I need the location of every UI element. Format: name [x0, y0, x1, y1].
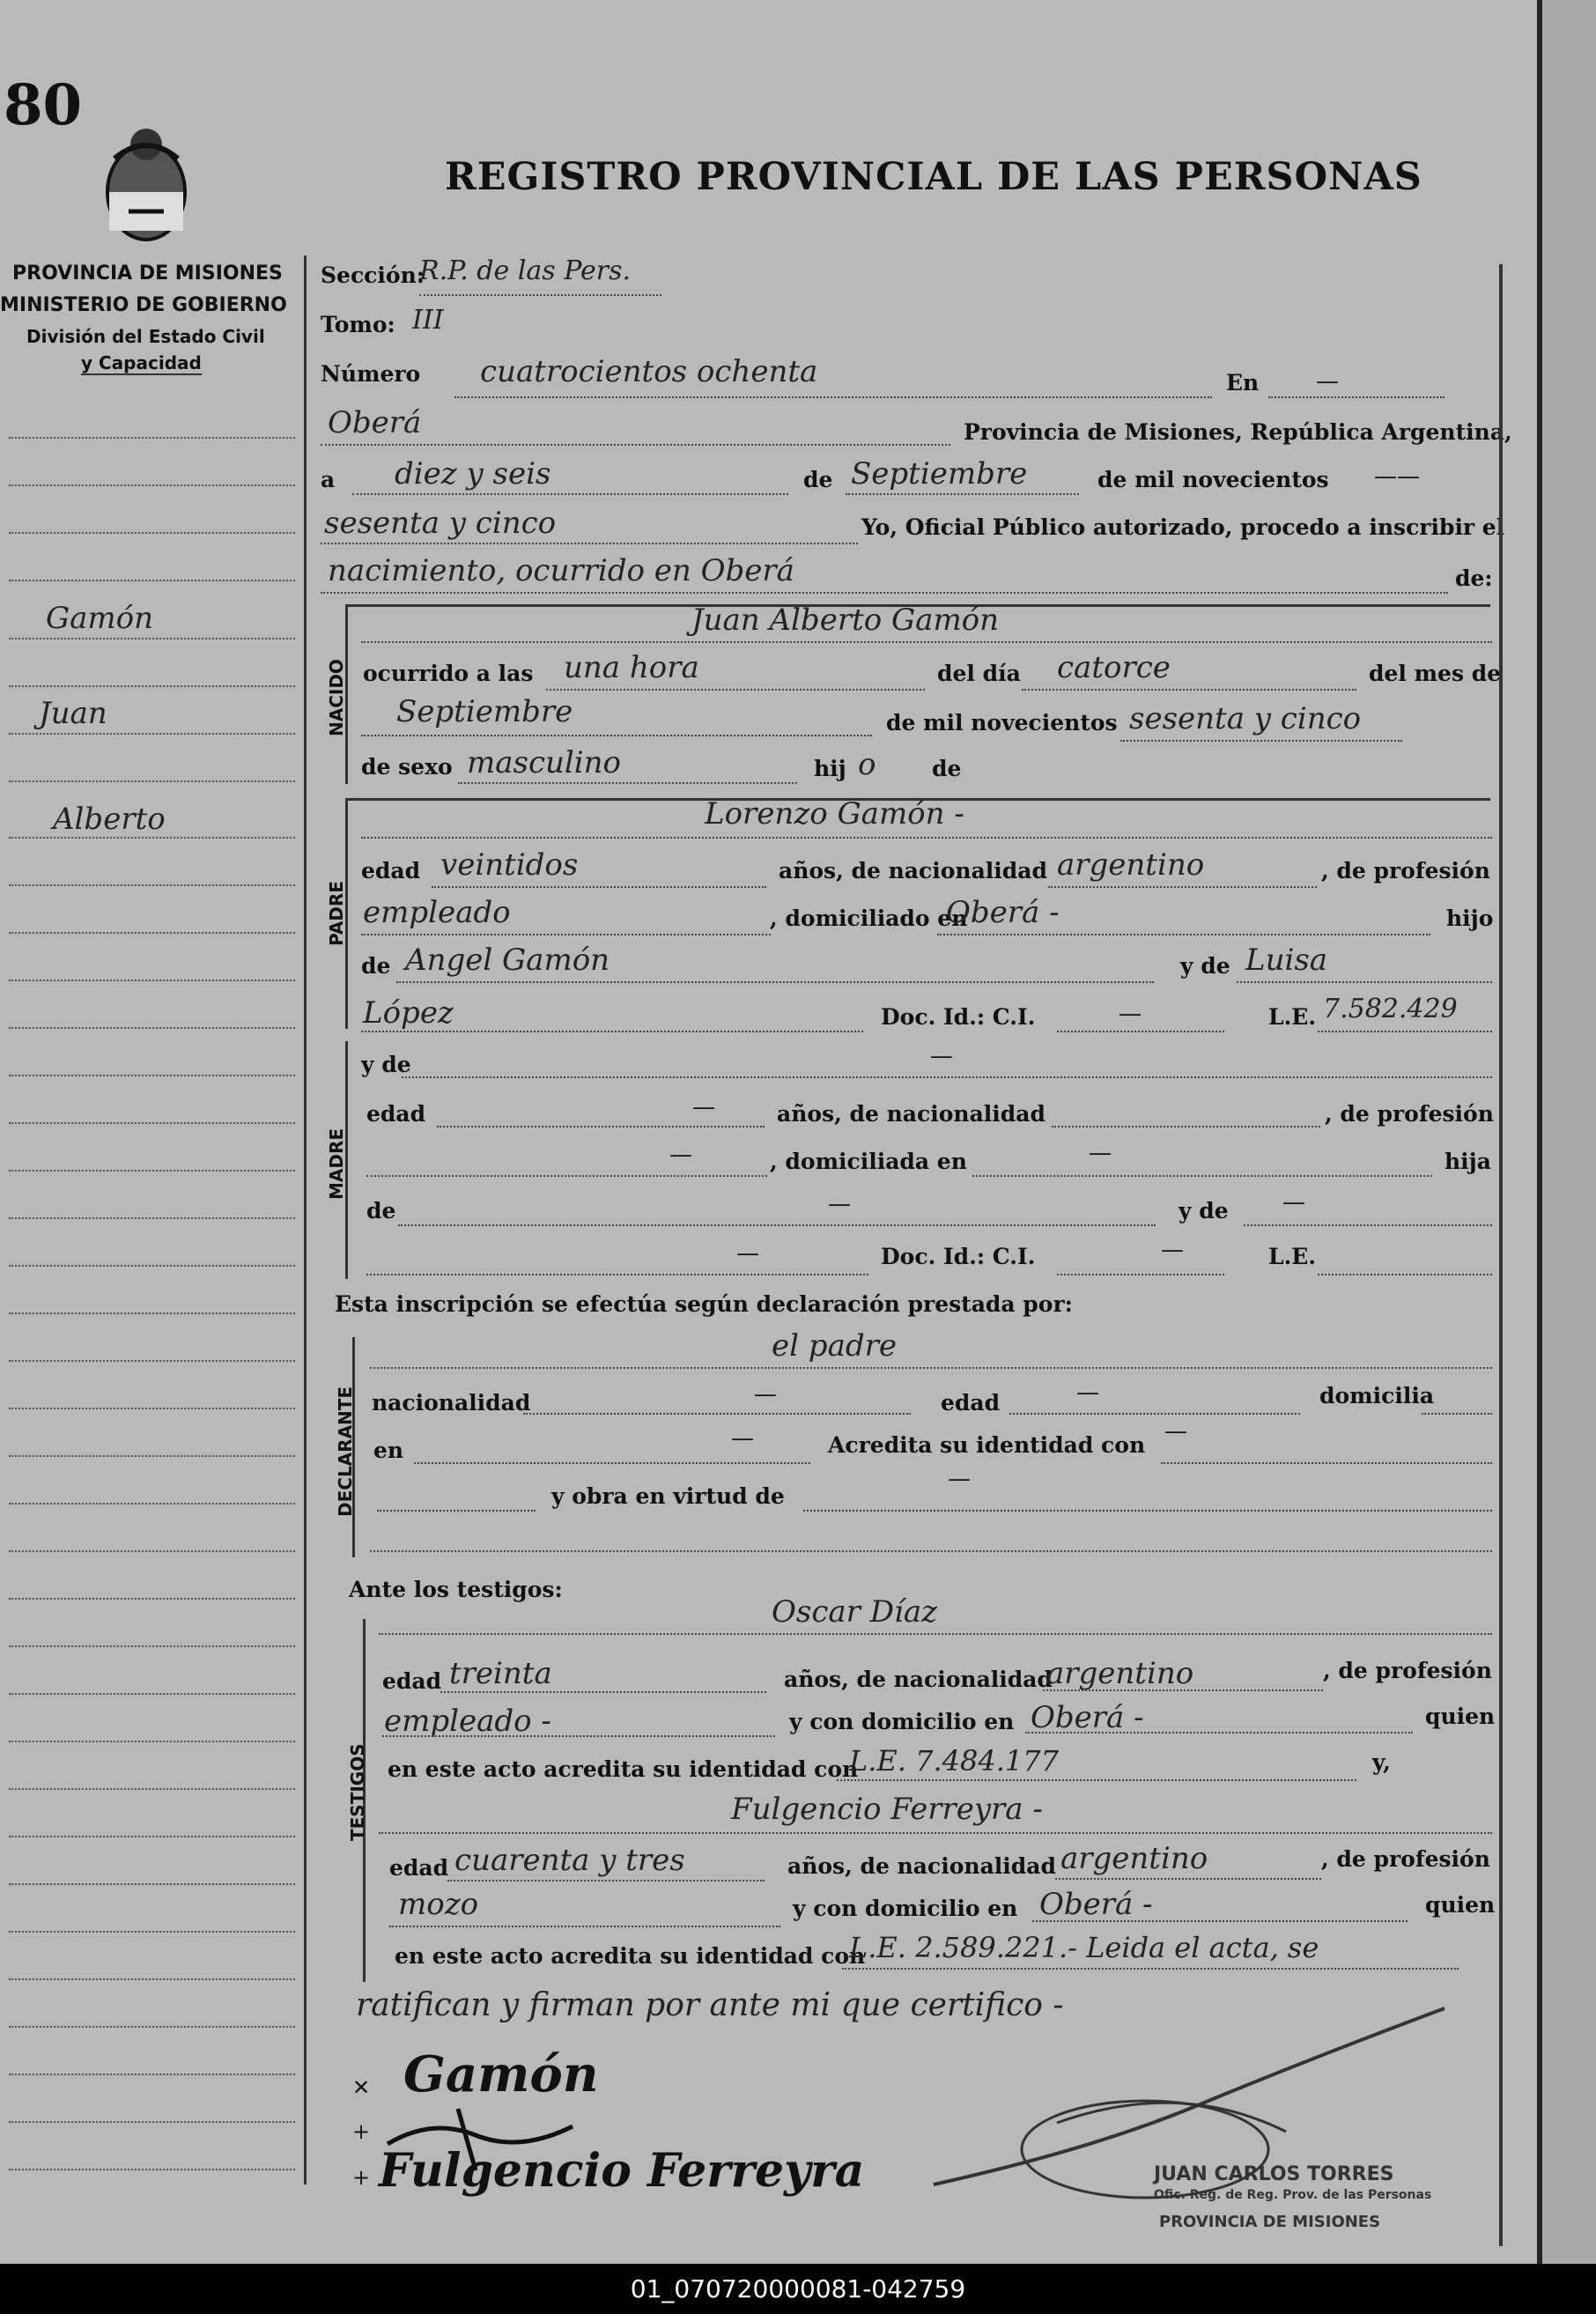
edad2-label: edad: [941, 1390, 1001, 1416]
decl-dash-5: —: [948, 1466, 971, 1492]
decl-dash-4: —: [1164, 1418, 1187, 1445]
nacionalidad-label: nacionalidad: [372, 1390, 531, 1416]
adjacent-page: [1537, 0, 1596, 2264]
hora-value: una hora: [564, 650, 699, 685]
t2-acredita-label: en este acto acredita su identidad con: [395, 1943, 866, 1969]
doc-id-label: Doc. Id.: C.I.: [881, 1004, 1036, 1030]
doc-id-2-label: Doc. Id.: C.I.: [881, 1244, 1036, 1269]
t2-de-profesion-label: , de profesión: [1321, 1846, 1490, 1872]
division-label-1: División del Estado Civil: [26, 326, 265, 347]
padre-nac-value: argentino: [1057, 847, 1205, 883]
t2-quien-label: quien: [1425, 1892, 1496, 1918]
t2-le-value: L.E. 2.589.221.- Leida el acta, se: [849, 1931, 1319, 1964]
madre-dash-5: —: [828, 1191, 851, 1217]
domiciliado-label: , domiciliado en: [770, 906, 968, 931]
signature-mark-2: +: [352, 2119, 371, 2144]
stub-name-1: Juan: [39, 696, 107, 731]
stub-surname: Gamón: [46, 601, 154, 636]
de-label: de: [803, 467, 833, 492]
y-obra-label: y obra en virtud de: [551, 1483, 785, 1509]
de-hij-label: de: [932, 756, 962, 781]
stamp-line-2: Ofic. Reg. de Reg. Prov. de las Personas: [1154, 2188, 1432, 2202]
en-value: —: [1316, 368, 1339, 395]
padre-prof-value: empleado: [363, 895, 511, 930]
page-number: 80: [4, 72, 83, 138]
le-2-label: L.E.: [1268, 1244, 1317, 1269]
dia-texto-value: diez y seis: [395, 456, 551, 492]
de-colon-label: de:: [1455, 566, 1493, 591]
de-profesion-2-label: , de profesión: [1325, 1101, 1494, 1127]
hijo-label: hijo: [1446, 906, 1494, 931]
mes-nac-value: Septiembre: [396, 694, 573, 729]
footer-code: 01_070720000081-042759: [0, 2264, 1596, 2314]
de-mil-2-label: de mil novecientos: [886, 710, 1118, 736]
t2-dom-value: Oberá -: [1039, 1887, 1153, 1922]
cierre-value: ratifican y firman por ante mi que certifico -: [356, 1987, 1064, 2023]
padre-dom-value: Oberá -: [946, 895, 1060, 930]
esta-inscripcion-label: Esta inscripción se efectúa según declaración prestada por:: [335, 1291, 1073, 1317]
nombre-value: Juan Alberto Gamón: [691, 603, 1000, 638]
anio-nac-value: sesenta y cinco: [1129, 701, 1362, 736]
le-label: L.E.: [1268, 1004, 1317, 1030]
provincia-label: Provincia de Misiones, República Argentina,: [964, 419, 1512, 445]
y-comma-label: y,: [1372, 1749, 1391, 1775]
padre-nombre-value: Lorenzo Gamón -: [705, 796, 964, 832]
acredita-label: Acredita su identidad con: [828, 1432, 1146, 1458]
t1-acredita-label: en este acto acredita su identidad con: [388, 1756, 859, 1782]
abuela-2-value: López: [363, 995, 454, 1031]
t1-le-value: L.E. 7.484.177: [849, 1744, 1059, 1778]
decl-dash-3: —: [731, 1425, 754, 1452]
t1-con-domicilio-label: y con domicilio en: [789, 1709, 1015, 1734]
en-label: En: [1226, 370, 1260, 396]
dia-value: catorce: [1057, 650, 1171, 685]
t1-prof-value: empleado -: [384, 1704, 551, 1739]
madre-edad-label: edad: [366, 1101, 426, 1127]
abuela-1-value: Luisa: [1245, 943, 1328, 978]
hij-label: hij: [814, 756, 846, 781]
sexo-value: masculino: [467, 745, 622, 780]
signature-mark-3: +: [352, 2165, 371, 2190]
hij-suffix-value: o: [858, 747, 876, 782]
en2-label: en: [373, 1438, 404, 1463]
t2-nombre-value: Fulgencio Ferreyra -: [731, 1792, 1043, 1827]
mes-value: Septiembre: [851, 456, 1028, 492]
decl-dash-1: —: [754, 1381, 777, 1408]
header-title: REGISTRO PROVINCIAL DE LAS PERSONAS: [445, 155, 1422, 199]
declarante-side-label: DECLARANTE: [335, 1386, 356, 1517]
t2-edad-label: edad: [389, 1855, 449, 1881]
stamp-line-1: JUAN CARLOS TORRES: [1154, 2163, 1394, 2185]
padre-edad-label: edad: [361, 858, 421, 883]
tomo-value: III: [412, 305, 444, 336]
de-mil-label: de mil novecientos: [1097, 467, 1329, 492]
domiciliada-label: , domiciliada en: [770, 1149, 967, 1174]
madre-dash-6: —: [1282, 1189, 1305, 1216]
numero-value: cuatrocientos ochenta: [480, 354, 818, 389]
t1-quien-label: quien: [1425, 1704, 1496, 1729]
signature-ferreyra: Fulgencio Ferreyra: [379, 2144, 865, 2198]
t1-dom-value: Oberá -: [1031, 1700, 1144, 1735]
yo-oficial-label: Yo, Oficial Público autorizado, procedo a inscribir el: [861, 514, 1505, 540]
y-de-madre-label: y de: [361, 1052, 411, 1077]
hija-label: hija: [1445, 1149, 1491, 1174]
declarante-value: el padre: [772, 1328, 897, 1364]
ministry-label: MINISTERIO DE GOBIERNO: [0, 294, 287, 316]
madre-dash-2: —: [692, 1094, 715, 1120]
t2-nac-value: argentino: [1060, 1841, 1208, 1876]
signature-mark-1: ✕: [352, 2075, 371, 2100]
anos-nac-label: años, de nacionalidad: [779, 858, 1047, 883]
anos-nac-2-label: años, de nacionalidad: [777, 1101, 1046, 1127]
t2-con-domicilio-label: y con domicilio en: [793, 1896, 1018, 1921]
anio-value: sesenta y cinco: [324, 506, 557, 541]
coat-of-arms-icon: [97, 123, 196, 247]
lugar-value: Oberá: [328, 405, 422, 440]
madre-dash-7: —: [736, 1240, 759, 1267]
padre-ci-value: —: [1119, 1001, 1142, 1027]
a-label: a: [321, 467, 336, 492]
t2-edad-value: cuarenta y tres: [454, 1843, 685, 1878]
padre-edad-value: veintidos: [440, 847, 579, 883]
inscribir-value: nacimiento, ocurrido en Oberá: [328, 553, 794, 588]
padre-le-value: 7.582.429: [1323, 994, 1458, 1024]
t1-nombre-value: Oscar Díaz: [772, 1594, 938, 1630]
madre-dash-3: —: [669, 1142, 692, 1168]
padre-side-label: PADRE: [326, 881, 347, 946]
madre-dash-8: —: [1161, 1237, 1184, 1263]
t2-anos-nac-label: años, de nacionalidad: [787, 1853, 1056, 1879]
decl-dash-2: —: [1076, 1379, 1099, 1406]
numero-label: Número: [321, 361, 421, 387]
de-profesion-label: , de profesión: [1321, 858, 1490, 883]
t1-anos-nac-label: años, de nacionalidad: [784, 1667, 1053, 1692]
stamp-line-3: PROVINCIA DE MISIONES: [1159, 2213, 1381, 2231]
t2-prof-value: mozo: [398, 1887, 479, 1922]
division-label-2: y Capacidad: [81, 352, 202, 373]
del-dia-label: del día: [937, 661, 1021, 686]
y-de-2-label: y de: [1179, 1198, 1229, 1224]
t1-edad-value: treinta: [449, 1656, 552, 1691]
de-abuelo-label: de: [361, 953, 391, 979]
ante-testigos-label: Ante los testigos:: [349, 1577, 563, 1602]
t1-de-profesion-label: , de profesión: [1323, 1658, 1492, 1683]
madre-side-label: MADRE: [326, 1127, 347, 1200]
madre-dash-4: —: [1089, 1140, 1112, 1166]
madre-dash-1: —: [930, 1043, 953, 1069]
nacido-side-label: NACIDO: [326, 659, 347, 736]
ocurrido-label: ocurrido a las: [363, 661, 534, 686]
y-de-label: y de: [1180, 953, 1230, 979]
seccion-value: R.P. de las Pers.: [419, 255, 632, 286]
del-mes-label: del mes de: [1369, 661, 1502, 686]
abuelo-value: Angel Gamón: [405, 943, 610, 978]
t1-edad-label: edad: [382, 1668, 442, 1694]
signature-gamon: Gamón: [403, 2045, 599, 2103]
t1-nac-value: argentino: [1046, 1656, 1194, 1691]
province-label: PROVINCIA DE MISIONES: [12, 262, 283, 285]
seccion-label: Sección:: [321, 262, 425, 288]
mil-blank-value: ——: [1374, 463, 1420, 490]
tomo-label: Tomo:: [321, 312, 395, 337]
de-sexo-label: de sexo: [361, 754, 453, 780]
testigos-side-label: TESTIGOS: [347, 1743, 368, 1841]
de-madre-label: de: [366, 1198, 396, 1224]
domicilia-label: domicilia: [1319, 1383, 1435, 1408]
stub-name-2: Alberto: [53, 802, 166, 837]
